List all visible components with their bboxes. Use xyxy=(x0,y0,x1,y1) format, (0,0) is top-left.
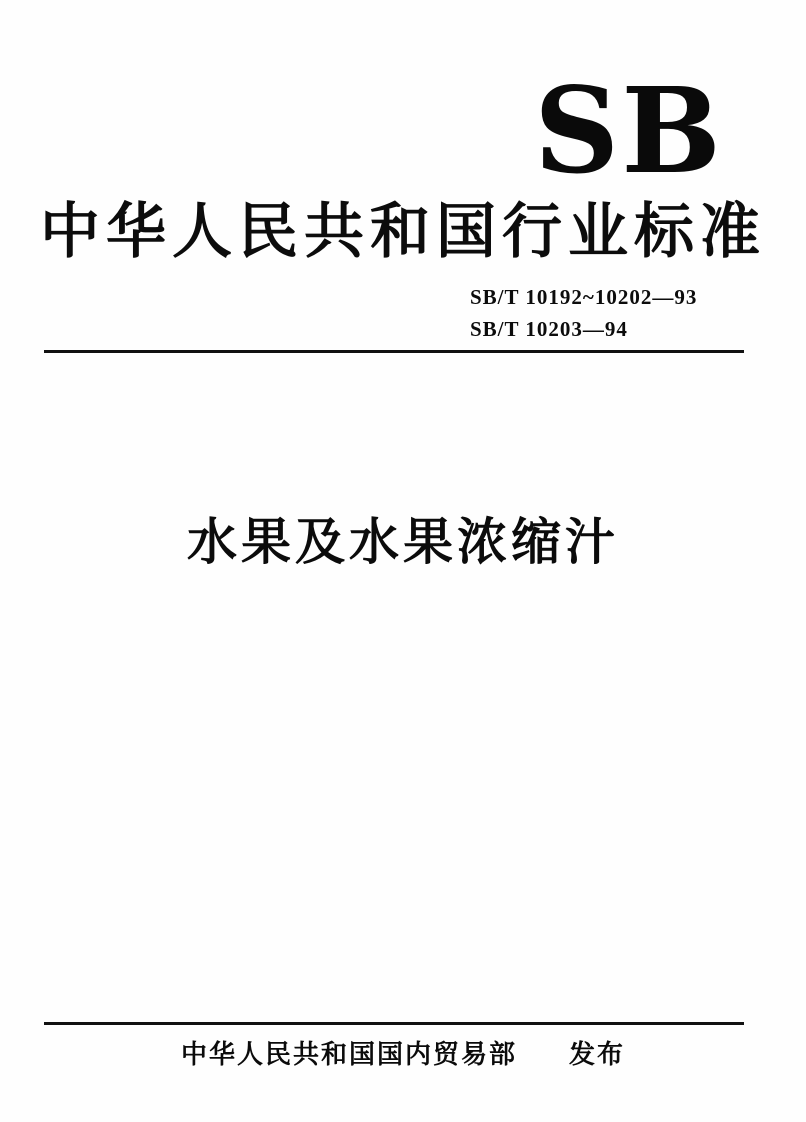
footer-divider-rule xyxy=(44,1022,744,1025)
sb-logo: SB xyxy=(534,61,723,200)
standard-class-title: 中华人民共和国行业标准 xyxy=(40,199,766,265)
footer-line xyxy=(0,1040,806,1070)
document-title: 水果及水果浓缩汁 xyxy=(187,513,619,571)
header-divider-rule xyxy=(44,350,744,353)
standard-number-line: SB/T 10203—94 xyxy=(470,317,628,341)
issuing-authority: 中华人民共和国国内贸易部 xyxy=(180,1040,517,1070)
standard-numbers xyxy=(470,281,697,345)
publish-label: 发布 xyxy=(569,1040,626,1070)
standard-number-line: SB/T 10192~10202—93 xyxy=(470,285,698,309)
